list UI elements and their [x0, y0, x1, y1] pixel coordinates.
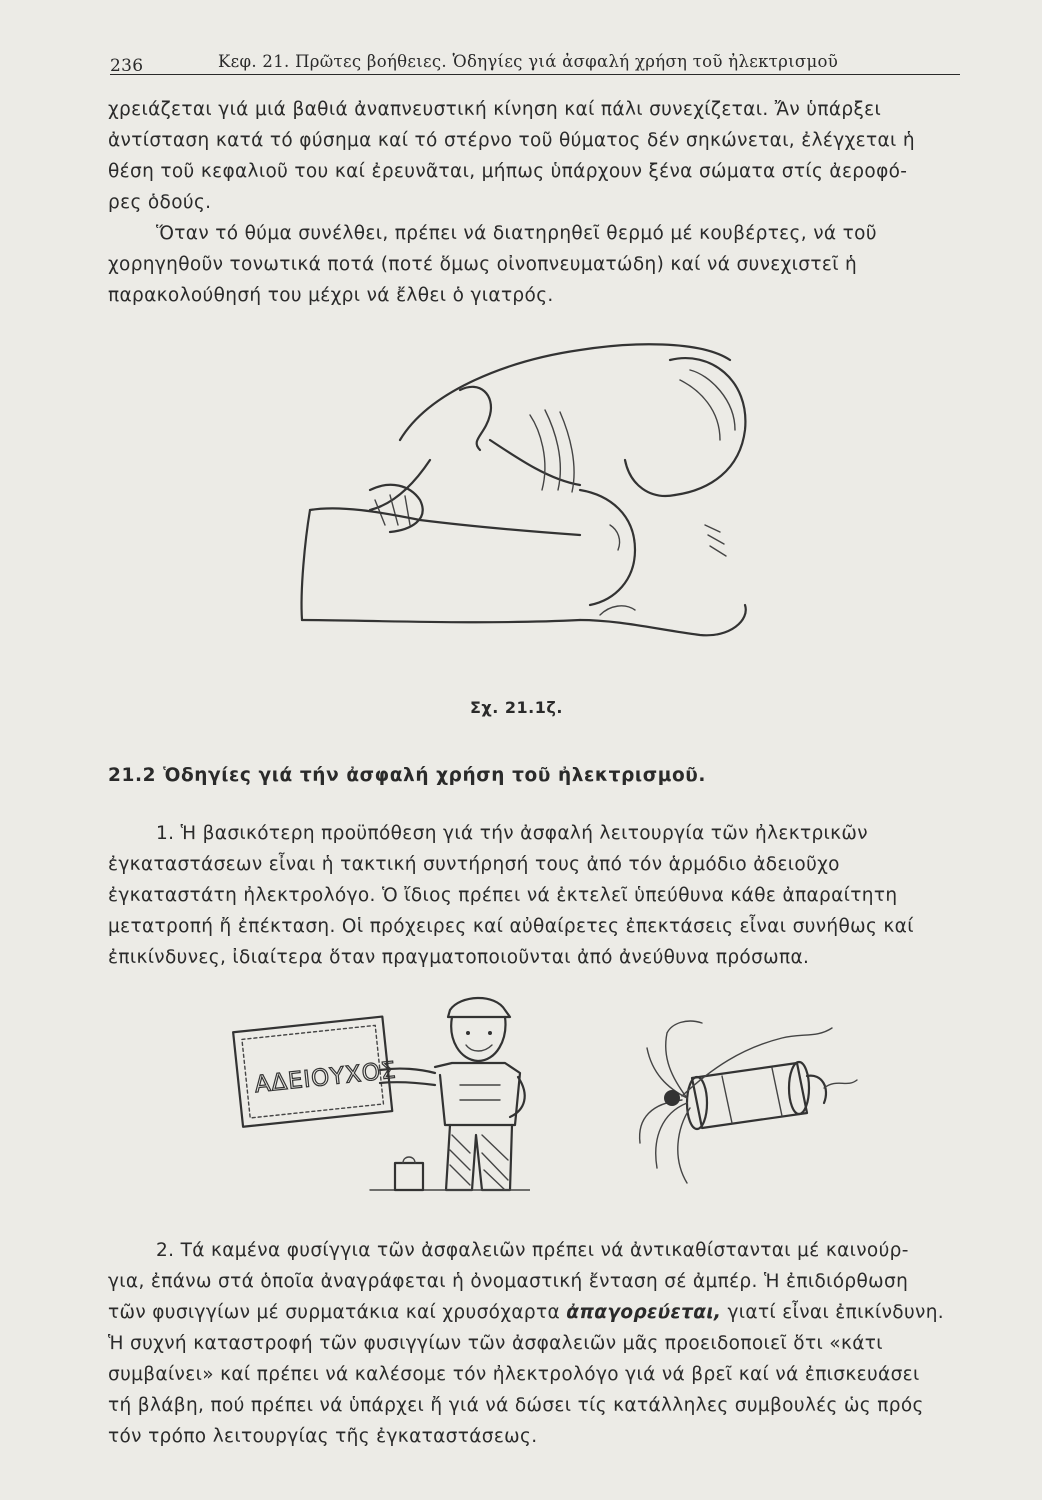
text-line: Ὅταν τό θύμα συνέλθει, πρέπει νά διατηρηθεῖ θερμό μέ κουβέρτες, νά τοῦ	[156, 223, 877, 244]
figure-caption: Σχ. 21.1ζ.	[470, 698, 563, 717]
text-line: χρειάζεται γιά μιά βαθιά ἀναπνευστική κίνηση καί πάλι συνεχίζεται. Ἄν ὑπάρξει	[108, 99, 882, 120]
text-line: συμβαίνει» καί πρέπει νά καλέσομε τόν ἠλεκτρολόγο γιά νά βρεῖ καί νά ἐπισκευάσει	[108, 1364, 920, 1385]
text-line: χορηγηθοῦν τονωτικά ποτά (ποτέ ὅμως οἰνοπνευματώδη) καί νά συνεχιστεῖ ἡ	[108, 254, 858, 275]
rescue-breathing-figure	[280, 320, 760, 655]
emphasis-text: ἀπαγορεύεται,	[566, 1302, 722, 1323]
text-line: Ἡ συχνή καταστροφή τῶν φυσιγγίων τῶν ἀσφαλειῶν μᾶς προειδοποιεῖ ὅτι «κάτι	[108, 1333, 883, 1354]
text-segment: τῶν φυσιγγίων μέ συρματάκια καί χρυσόχαρτα	[108, 1302, 567, 1323]
fuse-figure	[632, 1018, 872, 1188]
text-line: ἀντίσταση κατά τό φύσημα καί τό στέρνο τοῦ θύματος δέν σηκώνεται, ἐλέγχεται ἡ	[108, 130, 915, 151]
text-line: θέση τοῦ κεφαλιοῦ του καί ἐρευνᾶται, μήπως ὑπάρχουν ξένα σώματα στίς ἀεροφό-	[108, 161, 908, 182]
text-line: ἐγκαταστάτη ἠλεκτρολόγο. Ὁ ἴδιος πρέπει νά ἐκτελεῖ ὑπεύθυνα κάθε ἀπαραίτητη	[108, 885, 898, 906]
section-heading: 21.2 Ὁδηγίες γιά τήν ἀσφαλή χρήση τοῦ ἠλεκτρισμοῦ.	[108, 765, 706, 786]
license-sign-text: ΑΔΕΙΟΥΧΟΣ	[253, 1057, 398, 1099]
text-line: 1. Ἡ βασικότερη προϋπόθεση γιά τήν ἀσφαλή λειτουργία τῶν ἠλεκτρικῶν	[156, 823, 868, 844]
text-line: ρες ὁδούς.	[108, 192, 212, 213]
header-title: Κεφ. 21. Πρῶτες βοήθειες. Ὁδηγίες γιά ἀσφαλή χρήση τοῦ ἠλεκτρισμοῦ	[218, 52, 839, 71]
text-line: ἐπικίνδυνες, ἰδιαίτερα ὅταν πραγματοποιοῦνται ἀπό ἀνεύθυνα πρόσωπα.	[108, 947, 810, 968]
text-segment: γιατί εἶναι ἐπικίνδυνη.	[721, 1302, 945, 1323]
running-header	[110, 52, 960, 75]
text-line: για, ἐπάνω στά ὁποῖα ἀναγράφεται ἡ ὀνομαστική ἔνταση σέ ἀμπέρ. Ἡ ἐπιδιόρθωση	[108, 1271, 909, 1292]
electrician-figure	[220, 985, 530, 1200]
item-2-paragraph	[108, 1235, 970, 1452]
item-1-paragraph	[108, 818, 970, 973]
text-line: μετατροπή ἤ ἐπέκταση. Οἱ πρόχειρες καί αὐθαίρετες ἐπεκτάσεις εἶναι συνήθως καί	[108, 916, 914, 937]
fuse-icon	[632, 1018, 872, 1188]
text-line: τή βλάβη, πού πρέπει νά ὑπάρχει ἤ γιά νά δώσει τίς κατάλληλες συμβουλές ὡς πρός	[108, 1395, 924, 1416]
electrician-icon	[220, 985, 530, 1200]
page-number: 236	[110, 56, 144, 76]
warmth-paragraph	[108, 218, 970, 311]
text-line	[108, 1297, 970, 1328]
text-line: τόν τρόπο λειτουργίας τῆς ἐγκαταστάσεως.	[108, 1426, 538, 1447]
text-line: 2. Τά καμένα φυσίγγια τῶν ἀσφαλειῶν πρέπει νά ἀντικαθίστανται μέ καινούρ-	[156, 1240, 909, 1261]
text-line: ἐγκαταστάσεων εἶναι ἡ τακτική συντήρησή τους ἀπό τόν ἁρμόδιο ἀδειοῦχο	[108, 854, 840, 875]
intro-paragraph	[108, 94, 970, 218]
text-line: παρακολούθησή του μέχρι νά ἔλθει ὁ γιατρός.	[108, 285, 554, 306]
rescue-breathing-icon	[280, 320, 760, 655]
